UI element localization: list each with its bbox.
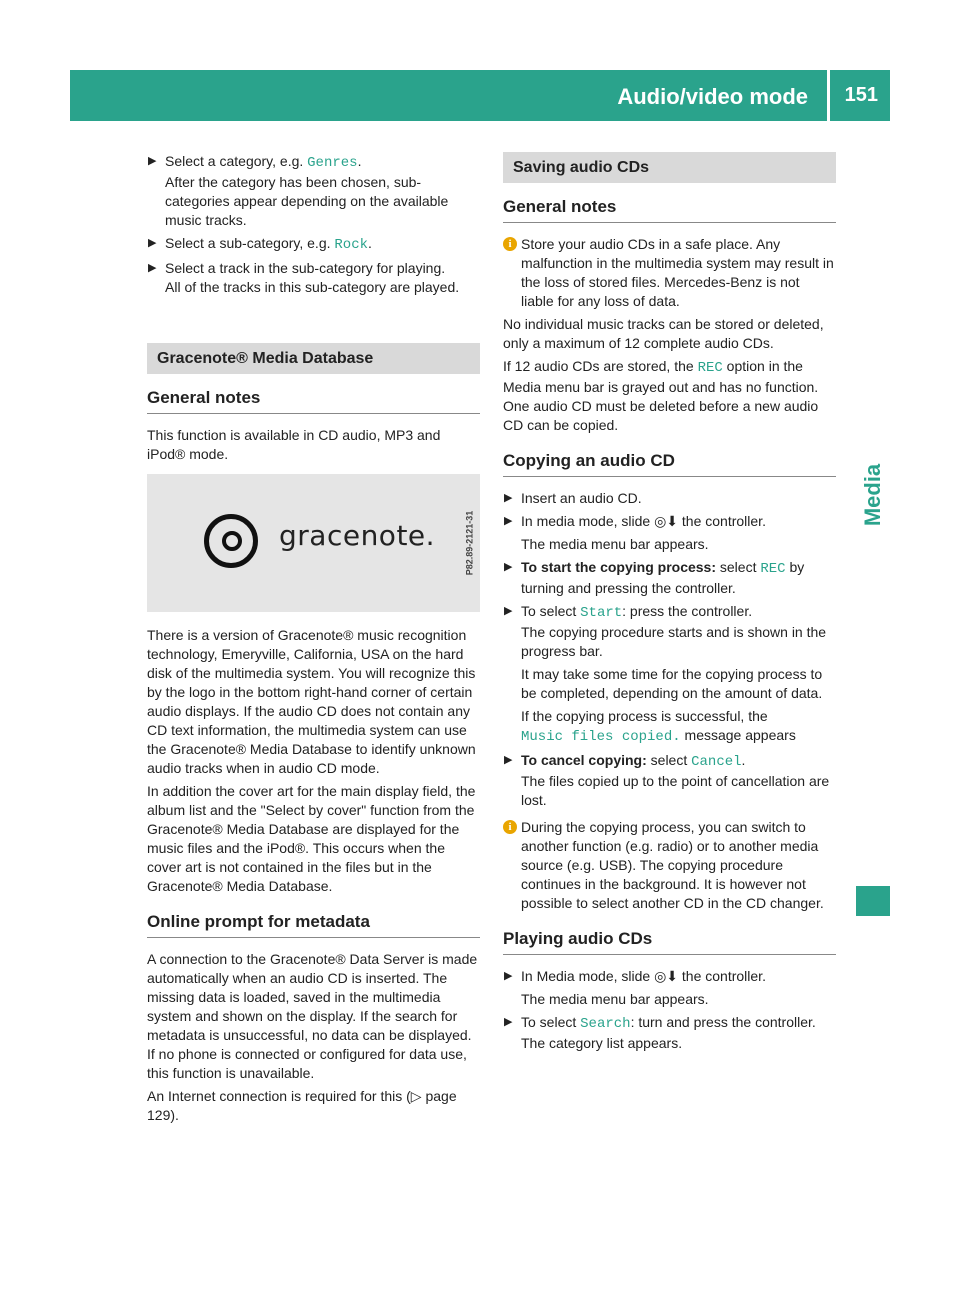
step-arrow-icon: ▶ bbox=[504, 1016, 513, 1028]
paragraph-online: A connection to the Gracenote® Data Server is made automatically when an audio CD is inserted. The missing data is loaded, saved in the multimedia system and shown on the display. If the search for metadata is unsuccessful, no data can be displayed. If no phone is connected or configured for data use, this function is unavailable. bbox=[147, 951, 478, 1081]
step-detail: All of the tracks in this sub-category are played. bbox=[165, 279, 460, 295]
step-arrow-icon: ▶ bbox=[148, 262, 157, 274]
side-tab-label bbox=[856, 440, 890, 550]
step-start-copying: ▶ To start the copying process: select REC by turning and pressing the controller. bbox=[504, 559, 805, 596]
step-select-search: ▶ To select Search: turn and press the controller. The category list appears. bbox=[504, 1014, 816, 1051]
paragraph-cover-art: In addition the cover art for the main display field, the album list and the "Select by cover" function from the Gracenote® Media Database are displayed for the music files and the iPod®. This occurs when the cover art is not contained in the files but in the Gracenote® Media Database. bbox=[147, 783, 476, 894]
step-select-category: ▶ Select a category, e.g. Genres. After the category has been chosen, sub-categories appear depending on the available music tracks. bbox=[148, 153, 449, 228]
step-arrow-icon: ▶ bbox=[504, 492, 513, 504]
code-start: Start bbox=[580, 605, 623, 621]
step-arrow-icon: ▶ bbox=[504, 970, 513, 982]
subheading-online-prompt: Online prompt for metadata bbox=[147, 912, 480, 938]
side-tab-marker bbox=[856, 886, 890, 916]
step-play-slide: ▶ In Media mode, slide ◎⬇ the controller. bbox=[504, 968, 766, 984]
subheading-playing: Playing audio CDs bbox=[503, 929, 836, 955]
step-result: The media menu bar appears. bbox=[521, 536, 709, 552]
note-store-cds: i Store your audio CDs in a safe place. Any malfunction in the multimedia system may result in the loss of stored files. Mercedes-Benz is not liable for any loss of data. bbox=[503, 235, 836, 311]
paragraph-rec: If 12 audio CDs are stored, the REC option in the Media menu bar is grayed out and has no function. One audio CD must be deleted before a new audio CD can be copied. bbox=[503, 358, 819, 433]
left-column bbox=[147, 152, 480, 1129]
step-select-subcategory: ▶ Select a sub-category, e.g. Rock. bbox=[148, 235, 372, 253]
code-rock: Rock bbox=[334, 237, 368, 253]
step-arrow-icon: ▶ bbox=[504, 754, 513, 766]
note-switch-function: i During the copying process, you can switch to another function (e.g. radio) or to another media source (e.g. USB). The copying procedure continues in the background. It is however not possible to select another CD in the CD changer. bbox=[503, 818, 836, 913]
paragraph-individual: No individual music tracks can be stored or deleted, only a maximum of 12 complete audio CDs. bbox=[503, 316, 824, 351]
gracenote-logo-wordmark: gracenote. bbox=[279, 519, 436, 552]
gracenote-logo-icon bbox=[204, 514, 258, 568]
step-insert-cd: ▶ Insert an audio CD. bbox=[504, 490, 642, 506]
step-slide-controller: ▶ In media mode, slide ◎⬇ the controller. bbox=[504, 513, 766, 529]
side-tab-text: Media bbox=[860, 463, 885, 527]
page-header bbox=[70, 70, 890, 121]
header-divider bbox=[827, 70, 830, 121]
info-icon: i bbox=[503, 237, 517, 251]
right-column bbox=[503, 152, 836, 1057]
step-result: The media menu bar appears. bbox=[521, 991, 709, 1007]
paragraph-version: There is a version of Gracenote® music recognition technology, Emeryville, California, USA on the hard disk of the multimedia system. You will recognize this by the logo in the bottom right-hand corner of certain audio displays. If the audio CD does not contain any CD text information, the multimedia system can use the Gracenote® Media Database to identify unknown audio tracks when in audio CD mode. bbox=[147, 627, 476, 776]
section-title-gracenote: Gracenote® Media Database bbox=[147, 343, 480, 374]
gracenote-logo-image bbox=[147, 474, 480, 612]
code-rec: REC bbox=[697, 360, 723, 376]
paragraph-internet: An Internet connection is required for this (▷ page 129). bbox=[147, 1088, 457, 1123]
step-arrow-icon: ▶ bbox=[504, 515, 513, 527]
step-arrow-icon: ▶ bbox=[148, 155, 157, 167]
code-music-files-copied: Music files copied. bbox=[521, 729, 681, 745]
code-cancel: Cancel bbox=[691, 754, 742, 770]
subheading-general-notes: General notes bbox=[147, 388, 480, 414]
code-search: Search bbox=[580, 1016, 631, 1032]
image-reference-code: P82.89-2121-31 bbox=[464, 510, 475, 576]
step-cancel-copying: ▶ To cancel copying: select Cancel. The files copied up to the point of cancellation are lost. bbox=[504, 752, 830, 808]
step-time-note: It may take some time for the copying process to be completed, depending on the amount of data. bbox=[521, 666, 823, 701]
step-success: If the copying process is successful, the Music files copied. message appears bbox=[521, 708, 796, 745]
step-arrow-icon: ▶ bbox=[148, 237, 157, 249]
info-icon: i bbox=[503, 820, 517, 834]
chapter-title: Audio/video mode bbox=[617, 84, 808, 109]
code-genres: Genres bbox=[307, 155, 358, 171]
page-number: 151 bbox=[844, 84, 878, 106]
paragraph-availability: This function is available in CD audio, MP3 and iPod® mode. bbox=[147, 427, 441, 462]
subheading-general-notes-right: General notes bbox=[503, 197, 836, 223]
step-select-track: ▶ Select a track in the sub-category for playing. All of the tracks in this sub-category are played. bbox=[148, 260, 460, 295]
subheading-copying: Copying an audio CD bbox=[503, 451, 836, 477]
code-rec: REC bbox=[760, 561, 786, 577]
step-detail: After the category has been chosen, sub-categories appear depending on the available music tracks. bbox=[165, 174, 449, 228]
section-title-saving: Saving audio CDs bbox=[503, 152, 836, 183]
step-select-start: ▶ To select Start: press the controller. The copying procedure starts and is shown in the progress bar. bbox=[504, 603, 827, 659]
step-arrow-icon: ▶ bbox=[504, 605, 513, 617]
step-arrow-icon: ▶ bbox=[504, 561, 513, 573]
